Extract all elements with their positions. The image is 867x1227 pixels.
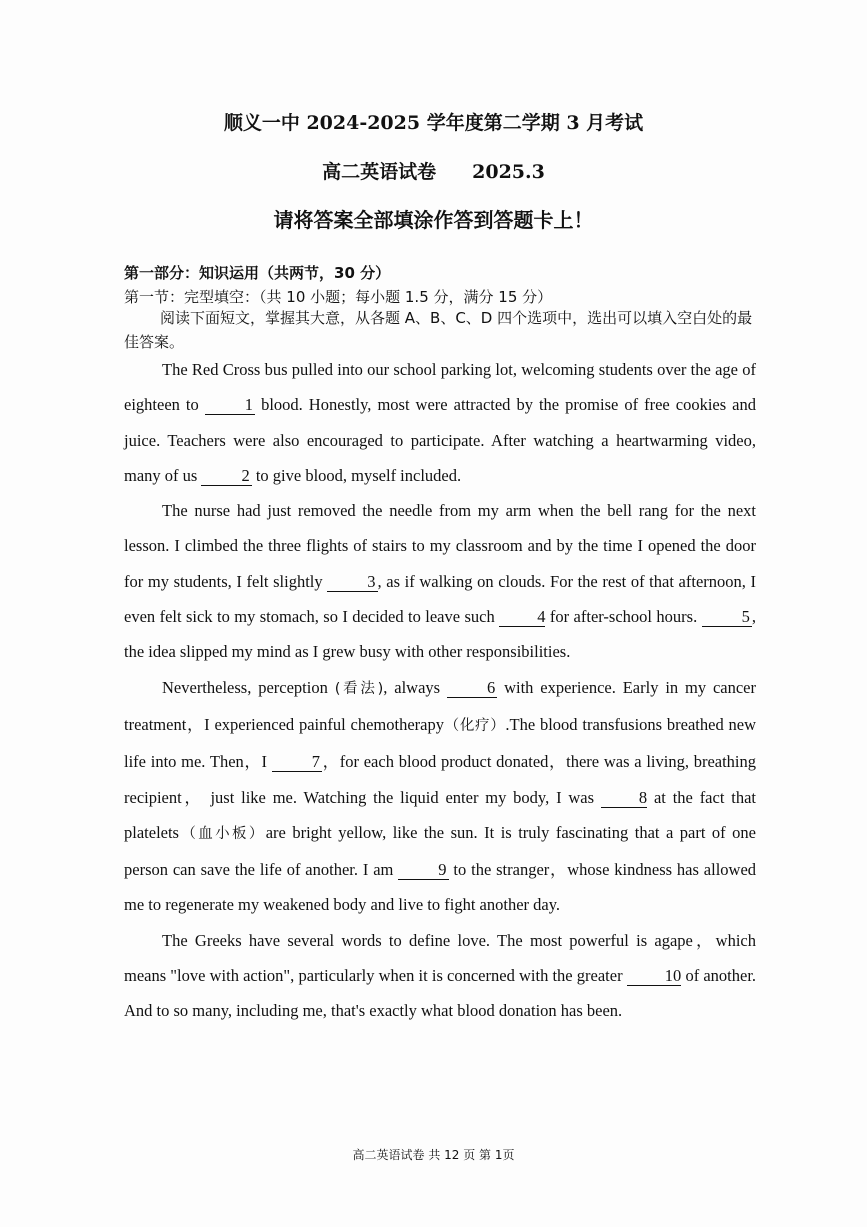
exam-title: 顺义一中 2024-2025 学年度第二学期 3 月考试 [223,112,644,134]
passage-text: blood. Honestly, most were attracted by the promise of free cookies and juice. Teachers were also encouraged to participate. After watching a heartwarming video, many of us [124,395,757,485]
passage-text: ，I [243,752,268,772]
passage-text: ， just like me. Watching the liquid enter my body, I was [181,787,595,807]
passage-text: , as if walking on clouds. For the rest of that afternoon, I even felt sick to my stomach, so I decided to leave such [124,571,757,627]
passage-text: to the stranger [453,860,550,880]
chinese-gloss: (看法) [334,680,384,697]
blank-10: 10 [627,967,682,986]
passage-text: The nurse had just removed the needle from my arm when the bell rang for the next lesson. I climbed the three flights of stairs to my classroom and by the time I opened the door for my students, I felt slightly [124,501,756,591]
passage-text: with experience. Early in my cancer treatment [124,677,757,734]
chinese-gloss: （化疗） [443,717,506,734]
blank-5: 5 [702,608,752,627]
paragraph-2 [124,493,756,669]
exam-subtitle [0,157,867,184]
passage-text: , always [383,677,441,697]
chinese-gloss: （血小板） [178,825,266,842]
passage-text: ，for each blood product donated [322,752,549,772]
part-heading: 第一部分：知识运用（共两节，30 分） [124,264,391,282]
passage-text: are bright yellow, like the sun. It is truly fascinating that a part of one person can save the life of another. I am [124,822,756,880]
passage-text: .The blood transfusions breathed new life into me. Then [124,714,757,772]
passage-text: to give blood, myself included. [255,465,462,485]
blank-2: 2 [201,467,251,486]
passage-text: Nevertheless, perception [162,677,328,697]
paragraph-4 [124,923,756,1029]
paragraph-1 [124,352,756,493]
blank-7: 7 [272,753,322,772]
blank-6: 6 [447,679,497,698]
blank-3: 3 [327,573,377,592]
cloze-passage [124,352,756,1029]
blank-8: 8 [601,789,647,808]
subject-label: 高二英语试卷 [322,161,437,183]
passage-text: ，there was a living, breathing recipient [124,752,757,807]
passage-text: for after-school hours. [549,607,698,627]
passage-text: ，I experienced painful chemotherapy [186,714,444,734]
blank-9: 9 [398,861,448,880]
section-instruction: 阅读下面短文，掌握其大意，从各题 A、B、C、D 四个选项中，选出可以填入空白处的最佳答案。 [124,309,753,351]
paragraph-3 [124,670,756,923]
passage-text: , the idea slipped my mind as I grew busy with other responsibilities. [124,607,757,662]
blank-4: 4 [499,608,545,627]
section-subheading: 第一节：完型填空：（共 10 小题；每小题 1.5 分，满分 15 分） [124,288,553,306]
passage-text: The Greeks have several words to define love. The most powerful is agape [162,930,693,950]
exam-date: 2025.3 [472,161,545,183]
passage-text: The Red Cross bus pulled into our school parking lot, welcoming students over the age of eighteen to [124,360,756,415]
page-footer: 高二英语试卷 共 12 页 第 1页 [352,1148,515,1162]
passage-text: ，which means "love with action", particularly when it is concerned with the greater [124,930,757,986]
passage-text: of another. And to so many, including me, that's exactly what blood donation has been. [124,966,757,1021]
answer-instruction-banner: 请将答案全部填涂作答到答题卡上！ [273,208,594,232]
passage-text: at the fact that platelets [124,787,756,842]
passage-text: ，whose kindness has allowed me to regenerate my weakened body and live to fight another day. [124,860,757,915]
blank-1: 1 [205,396,255,415]
